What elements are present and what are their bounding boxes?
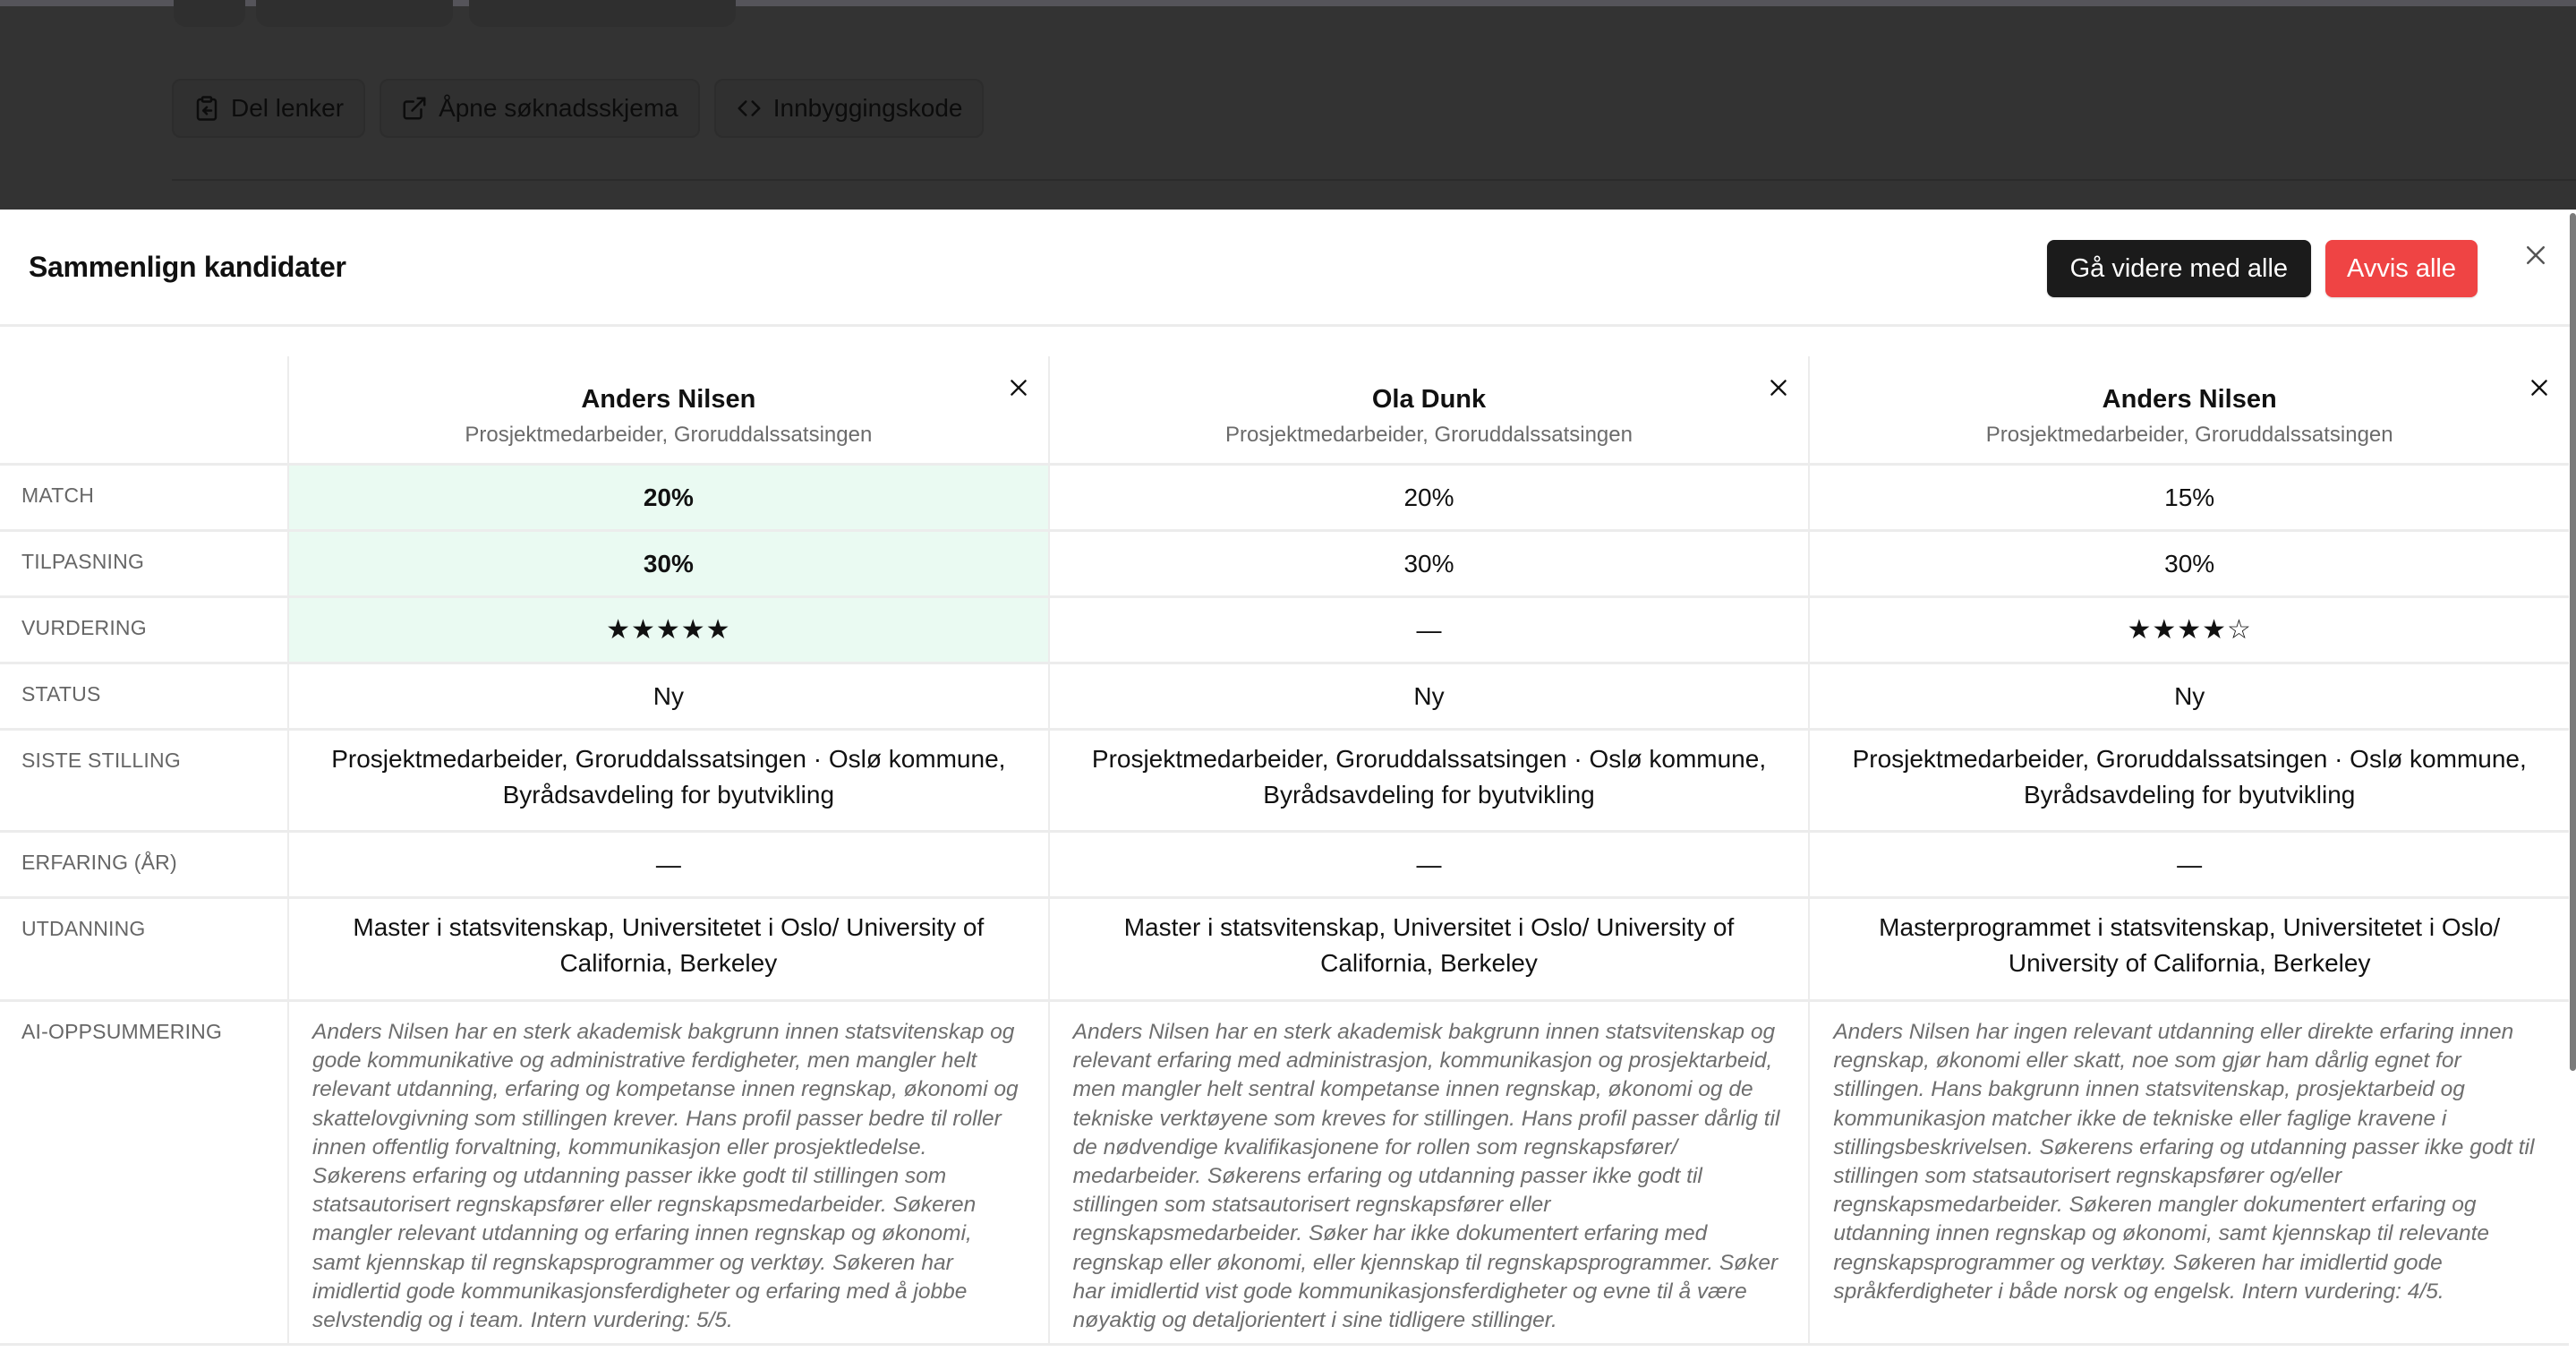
row-label: VURDERING (21, 616, 147, 639)
share-links-button[interactable] (172, 79, 365, 138)
star-rating-best: ★★★★★ (287, 598, 1048, 662)
row-label: ERFARING (ÅR) (21, 851, 177, 874)
candidate-name: Anders Nilsen (581, 385, 756, 414)
candidate-role: Prosjektmedarbeider, Groruddalssatsingen (1225, 423, 1633, 447)
compare-candidates-modal (0, 210, 2576, 1352)
external-link-icon (401, 95, 428, 122)
background-action-bar (172, 79, 984, 138)
candidate-header-row (0, 356, 2569, 466)
last-position-value: Prosjektmedarbeider, Groruddalssatsingen · Oslø kommune, Byrådsavdeling for byutvikling (1808, 731, 2569, 830)
modal-title: Sammenlign kandidater (29, 250, 346, 283)
ai-summary-row (0, 1002, 2569, 1346)
remove-candidate-close-icon[interactable] (1007, 376, 1030, 399)
ai-summary-text: Anders Nilsen har en sterk akademisk bakgrunn innen statsvitenskap og relevant erfaring med administrasjon, kommunikasjon og prosjektarbeid, men mangler helt sentral kompetanse innen regnskap, økonomi og de tekniske verktøyene som kreves for stillingen. Hans profil passer dårlig til de nødvendige kvalifikasjonene for rollen som regnskapsfører/ medarbeider. Søkerens erfaring og utdanning passer ikke godt til stillingen som statsautorisert regnskapsfører eller regnskapsmedarbeider. Søker har ikke dokumentert erfaring med regnskap eller økonomi, eller kjennskap til regnskapsprogrammer. Søker har imidlertid vist gode kommunikasjonsferdigheter og evne til å være nøyaktig og detaljorientert i sine tidligere stillinger. (1048, 1002, 1809, 1343)
match-value-best: 20% (287, 466, 1048, 529)
row-label: MATCH (21, 483, 95, 507)
candidate-role: Prosjektmedarbeider, Groruddalssatsingen (465, 423, 873, 447)
clipboard-share-icon (193, 95, 220, 122)
experience-years-row (0, 833, 2569, 899)
rating-row (0, 598, 2569, 664)
experience-value: — (287, 833, 1048, 896)
fit-row (0, 532, 2569, 598)
fit-value: 30% (1048, 532, 1809, 595)
share-links-label: Del lenker (231, 94, 345, 122)
open-application-form-button[interactable] (380, 79, 700, 138)
open-application-form-label: Åpne søknadsskjema (439, 94, 678, 122)
code-icon (736, 95, 763, 122)
match-row (0, 466, 2569, 532)
scrollbar-thumb[interactable] (2570, 213, 2576, 1071)
comparison-table (0, 356, 2569, 1346)
experience-value: — (1048, 833, 1809, 896)
status-value: Ny (1048, 664, 1809, 728)
status-row (0, 664, 2569, 731)
empty-corner-cell (0, 356, 287, 463)
candidate-name: Anders Nilsen (2102, 385, 2277, 414)
row-label: STATUS (21, 682, 101, 706)
modal-header (0, 210, 2576, 327)
background-divider (172, 179, 2576, 181)
star-rating-empty: — (1048, 598, 1809, 662)
candidate-column-header (1808, 356, 2569, 463)
row-label: AI-OPPSUMMERING (21, 1020, 223, 1043)
close-icon[interactable] (2522, 242, 2549, 269)
fit-value-best: 30% (287, 532, 1048, 595)
last-position-value: Prosjektmedarbeider, Groruddalssatsingen · Oslø kommune, Byrådsavdeling for byutvikling (287, 731, 1048, 830)
experience-value: — (1808, 833, 2569, 896)
education-value: Masterprogrammet i statsvitenskap, Universitetet i Oslo/ University of California, Berkeley (1808, 899, 2569, 999)
background-chip (256, 0, 453, 27)
status-value: Ny (1808, 664, 2569, 728)
row-label: UTDANNING (21, 917, 146, 940)
match-value: 20% (1048, 466, 1809, 529)
background-chip (174, 0, 245, 27)
remove-candidate-close-icon[interactable] (1767, 376, 1790, 399)
row-label: SISTE STILLING (21, 749, 181, 772)
fit-value: 30% (1808, 532, 2569, 595)
ai-summary-text: Anders Nilsen har ingen relevant utdanning eller direkte erfaring innen regnskap, økonomi eller skatt, noe som gjør ham dårlig egnet for stillingen. Hans bakgrunn innen statsvitenskap, prosjektarbeid og kommunikasjon matcher ikke de tekniske eller faglige kravene i stillingsbeskrivelsen. Søkerens erfaring og utdanning passer ikke godt til stillingen som statsautorisert regnskapsfører og/eller regnskapsmedarbeider. Søkeren mangler dokumentert erfaring og utdanning innen regnskap og økonomi, samt kjennskap til relevante regnskapsprogrammer og verktøy. Søkeren har imidlertid gode språkferdigheter i både norsk og engelsk. Intern vurdering: 4/5. (1808, 1002, 2569, 1343)
background-chip (469, 0, 736, 27)
candidate-name: Ola Dunk (1371, 385, 1487, 414)
last-position-value: Prosjektmedarbeider, Groruddalssatsingen · Oslø kommune, Byrådsavdeling for byutvikling (1048, 731, 1809, 830)
education-value: Master i statsvitenskap, Universitetet i Oslo/ University of California, Berkeley (287, 899, 1048, 999)
ai-summary-text: Anders Nilsen har en sterk akademisk bakgrunn innen statsvitenskap og gode kommunikative og administrative ferdigheter, men mangler helt relevant utdanning, erfaring og kompetanse innen regnskap, økonomi og skattelovgivning som stillingen krever. Hans profil passer bedre til roller innen offentlig forvaltning, kommunikasjon eller prosjektledelse. Søkerens erfaring og utdanning passer ikke godt til stillingen som statsautorisert regnskapsfører eller regnskapsmedarbeider. Søkeren mangler relevant utdanning og erfaring innen regnskap og økonomi, samt kjennskap til regnskapsprogrammer og verktøy. Søkeren har imidlertid gode kommunikasjonsferdigheter og erfaring med å jobbe selvstendig og i team. Intern vurdering: 5/5. (287, 1002, 1048, 1343)
match-value: 15% (1808, 466, 2569, 529)
star-rating: ★★★★☆ (1808, 598, 2569, 662)
candidate-column-header (287, 356, 1048, 463)
embed-code-label: Innbyggingskode (772, 94, 963, 122)
embed-code-button[interactable] (714, 79, 985, 138)
proceed-with-all-button[interactable]: Gå videre med alle (2047, 240, 2311, 297)
status-value: Ny (287, 664, 1048, 728)
candidate-role: Prosjektmedarbeider, Groruddalssatsingen (1985, 423, 2393, 447)
candidate-column-header (1048, 356, 1809, 463)
education-value: Master i statsvitenskap, Universitet i Oslo/ University of California, Berkeley (1048, 899, 1809, 999)
modal-header-actions (2047, 240, 2478, 297)
last-position-row (0, 731, 2569, 833)
row-label: TILPASNING (21, 550, 145, 573)
remove-candidate-close-icon[interactable] (2528, 376, 2551, 399)
reject-all-button[interactable]: Avvis alle (2325, 240, 2478, 297)
education-row (0, 899, 2569, 1002)
